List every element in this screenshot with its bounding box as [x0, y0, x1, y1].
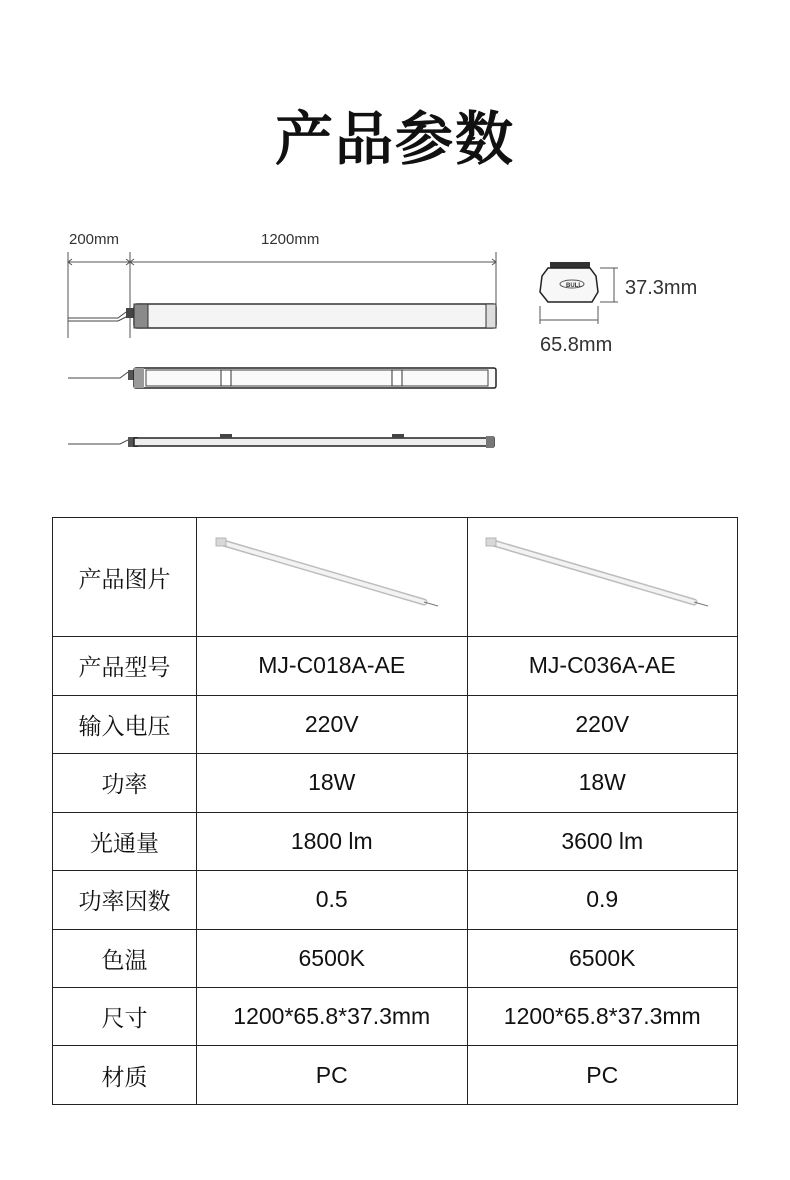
row-label: 色温: [53, 929, 197, 987]
dimension-drawing: [0, 220, 790, 460]
cell-value: 1800 lm: [197, 812, 468, 870]
product-image-cell: [467, 518, 738, 637]
product-image: [212, 532, 452, 622]
cell-value: 6500K: [197, 929, 468, 987]
row-label: 光通量: [53, 812, 197, 870]
table-row: [53, 754, 738, 812]
row-label: 产品型号: [53, 637, 197, 695]
table-row: [53, 929, 738, 987]
cell-value: 18W: [197, 754, 468, 812]
cell-value: 220V: [197, 695, 468, 753]
dim-label-width: 65.8mm: [540, 334, 613, 356]
table-row: [53, 695, 738, 753]
table-row: [53, 812, 738, 870]
cell-value: 220V: [467, 695, 738, 753]
cell-value: 18W: [467, 754, 738, 812]
table-row: [53, 871, 738, 929]
dim-label-height: 37.3mm: [625, 277, 698, 299]
cell-value: MJ-C018A-AE: [197, 637, 468, 695]
brand-mark: BULL: [566, 283, 582, 289]
cell-value: 0.9: [467, 871, 738, 929]
page-title: 产品参数: [274, 105, 515, 173]
fixture-end-view: [540, 262, 618, 324]
row-label: 尺寸: [53, 987, 197, 1045]
fixture-profile-view: [68, 434, 494, 448]
dim-label-200mm: 200mm: [69, 231, 120, 248]
cell-value: 3600 lm: [467, 812, 738, 870]
fixture-side-view: [68, 304, 496, 328]
table-row: [53, 1046, 738, 1105]
fixture-bottom-view: [68, 368, 496, 388]
row-label: 输入电压: [53, 695, 197, 753]
cell-value: PC: [467, 1046, 738, 1105]
cell-value: PC: [197, 1046, 468, 1105]
row-label: 材质: [53, 1046, 197, 1105]
product-image: [482, 532, 722, 622]
dim-label-1200mm: 1200mm: [261, 231, 320, 248]
table-row: [53, 518, 738, 637]
table-row: [53, 637, 738, 695]
cell-value: 6500K: [467, 929, 738, 987]
row-label: 产品图片: [53, 518, 197, 637]
row-label: 功率因数: [53, 871, 197, 929]
product-image-cell: [197, 518, 468, 637]
cell-value: 1200*65.8*37.3mm: [197, 987, 468, 1045]
spec-table: [52, 517, 738, 1105]
cell-value: 0.5: [197, 871, 468, 929]
table-row: [53, 987, 738, 1045]
cell-value: 1200*65.8*37.3mm: [467, 987, 738, 1045]
row-label: 功率: [53, 754, 197, 812]
cell-value: MJ-C036A-AE: [467, 637, 738, 695]
